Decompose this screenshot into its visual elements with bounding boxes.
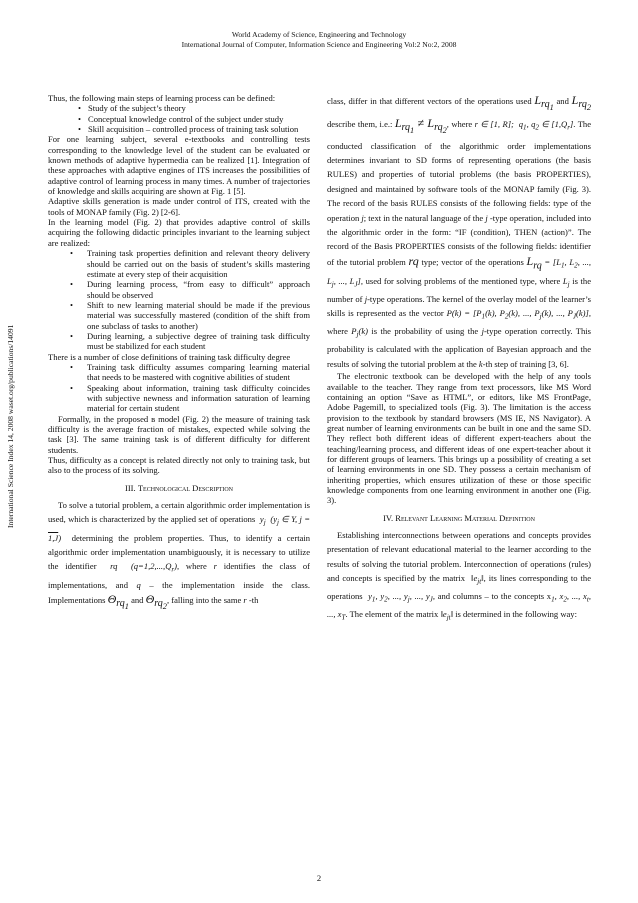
page-number: 2 [316, 873, 322, 883]
left-column [48, 93, 310, 615]
paragraph-adaptive-skills: Adaptive skills generation is made under control of ITS, created with the tools of MONAP family (Fig. 2) [2-6]. [48, 196, 310, 217]
formula-matrix-e: $‖e_{jt}‖$ [468, 573, 484, 586]
formula-theta-1: $\Theta_{rq_1}$ [107, 591, 129, 612]
list-item: • Shift to new learning material should be made if the previous material was successfully mastered (condition of the shift from one subclass of tasks to another) [48, 300, 310, 331]
paragraph-formal-measure: Formally, in the proposed в model (Fig. 2) the measure of training task difficulty is the average fraction of mistakes, expected while solving the task [3]. The same training task is of different difficulty for different students. [48, 413, 310, 455]
header-conference: World Academy of Science, Engineering and Technology [231, 30, 407, 39]
formula-L-rq1: $L_{rq_1}$ [534, 93, 554, 113]
symbol-rq: rq [408, 253, 419, 268]
formula-L-inequality: $L_{rq_1} \ne L_{rq_2}$ [394, 115, 447, 136]
paragraph-relevant-material: Establishing interconnections between operations and concepts provides presentation of relevant educational material to the learner according to the results of solving the tutorial problem. Interconnection of operations (rules) and concepts is specified by the matrix $‖e_{jt}‖$, its lines corresponding to the operations $y_1$, $y_2$, ..., $y_j$, ..., $y_J$, and columns – to the concepts $x_1$, $x_2$, ..., $x_t$, ..., $x_T$. The element of the matrix $‖e_{jt}‖$ is determined in the following way: [327, 530, 591, 623]
formula-theta-2: $\Theta_{rq_2}$ [145, 591, 167, 612]
section-number: III. [124, 482, 136, 493]
section-number: IV. [383, 512, 394, 523]
paragraph-difficulty-definitions: There is a number of close definitions of training task difficulty degree [48, 351, 291, 362]
list-item: • During learning process, “from easy to difficult” approach should be observed [48, 279, 310, 300]
formula-operations-list: $y_1$, $y_2$, ..., $y_j$, ..., $y_J$ [365, 591, 433, 605]
symbol-j: j [361, 212, 364, 223]
list-item: • Training task difficulty assumes comparing learning material that needs to be mastered with cognitive abilities of student [48, 362, 310, 383]
list-item: • Training task properties definition and relevant theory delivery should be carried out on the basis of student’s skills mastering estimate at every step of their acquisition [48, 248, 310, 279]
formula-matrix-e: $‖e_{jt}‖$ [440, 609, 454, 623]
paragraph-learning-model: In the learning model (Fig. 2) that provides adaptive control of skills acquiring the following didactic principles invariant to the learning subject are realized: [48, 217, 310, 248]
didactic-principles-list [48, 248, 310, 351]
section-heading-4 [327, 513, 591, 523]
intro-paragraph: Thus, the following main steps of learning process can be defined: [48, 93, 276, 103]
symbol-q: q [136, 579, 141, 590]
symbol-j: j [364, 293, 368, 304]
list-item: • Conceptual knowledge control of the subject under study [48, 114, 310, 124]
formula-L-vector: $L_{rq} = [L_1$, $L_2$, ..., $L_j$, ..., $L_J$] [327, 253, 592, 289]
symbol-Lj: $L_j$ [562, 275, 570, 289]
page-header [0, 30, 638, 50]
paragraph-technological: To solve a tutorial problem, a certain algorithmic order implementation is used, which is characterized by the applied set of operations $y_j$ ($y_j$ ∈ Y, j = 1,J) determining the problem properties. Thus, to identify a certain algorithmic order implementation unambiguously, it is necessary to utilize the identifier rq $(q=1,2,...,Q_r)$, where r identifies the class of implementations, and q – the implementation inside the class. Implementations $\Theta_{rq_1}$ and $\Theta_{rq_2}$, falling into the same r -th [48, 500, 311, 612]
section-title: Technological Description [137, 482, 234, 493]
symbol-Pj: $P_j(k)$ [351, 326, 369, 339]
formula-P-vector: $P(k) = [P_1(k)$, $P_2(k)$, ..., $P_j(k)$, ..., $P_J(k)$] [446, 308, 589, 321]
list-item: • During learning, a subjective degree of training task difficulty must be stabilized for each student [48, 331, 310, 352]
formula-concepts-list: $_1$, $x_2$, ..., $x_t$, ..., $x_T$ [327, 591, 591, 623]
list-item: • Speaking about information, training task difficulty coincides with subjective newness and information saturation of learning material for certain student [48, 383, 310, 414]
right-column [327, 93, 591, 626]
learning-steps-list [48, 103, 310, 134]
side-stamp-text: International Science Index 14, 2008 waset.org/publications/14091 [6, 324, 15, 528]
section-title: Relevant Learning Material Definition [395, 512, 535, 523]
section-heading-3 [48, 483, 310, 493]
paragraph-electronic-textbook: The electronic textbook can be developed with the help of any tools available to the teacher. They range from text processors, like MS Word containing an option “Save as HTML”, or editors, like MS FrontPage, Adobe Pagemill, to specialized tools (Fig. 3). The limitation is the access provision to the textbook by standard browsers (MS IE, NS Navigator). A great number of learning environments can be built in one and the same SD. They reflect both different ideas of different expert-teachers about the teaching/learning process, and different ideas of one expert-teacher about it for different groups of learners. This brings up a possibility of creating a set of learning environments in one SD. They possess a certain mechanism of inheriting properties, which ensures utilization of these or those specific knowledge components from one learning environment in another one (Fig. 3). [327, 371, 591, 506]
difficulty-list [48, 362, 310, 414]
paragraph-etextbooks: For one learning subject, several e-textbooks and controlling tests corresponding to the knowledge level of the student can be evaluated or known methods of adaptive hypermedia can be realized [1]. Integration of these approaches with adaptive engines of ITS increases the possibilities of adaptive control of learning process in many times. A number of trajectories of knowledge and skills acquiring are shown at Fig. 1 [5]. [48, 134, 310, 197]
list-item: • Skill acquisition – controlled process of training task solution [48, 124, 310, 134]
formula-operations-set: $y_j$ ($y_j$ ∈ Y, j = 1,J) [48, 514, 310, 543]
symbol-j: j [485, 212, 488, 223]
header-journal: International Journal of Computer, Information Science and Engineering Vol:2 No:2, 2008 [181, 40, 457, 49]
list-item: • Study of the subject’s theory [48, 103, 310, 113]
formula-index-ranges: r ∈ [1, R]; $q_1$, $q_2$ ∈ $[1,Q_r]$ [474, 118, 574, 132]
paragraph-difficulty-concept: Thus, difficulty as a concept is related directly not only to training task, but also to the process of its solving. [48, 455, 310, 476]
symbol-j: j [481, 326, 484, 337]
symbol-r: r [243, 594, 247, 605]
symbol-k: k [478, 358, 483, 369]
paragraph-classification: class, differ in that different vectors of the operations used $L_{rq_1}$ and $L_{rq_2}$ describe them, i.e.: $L_{rq_1} \ne L_{rq_2}$, where r ∈ [1, R]; $q_1$, $q_2$ ∈ $[1,Q_r]$. The conducted classification of the algorithmic order implementations determines invariant to SD forms of representing operations (the basis RULES) and properties of tutorial problems (the basis PROPERTIES), designed and maintained by software tools of the MONAP family (Fig. 3). The record of the basis RULES consists of the following fields: type of the operation j; text in the natural language of the j -type operation, included into the algorithmic order in the form: “IF (condition), THEN (action)”. The record of the Basis PROPERTIES consists of the following fields: identifier of the tutorial problem rq type; vector of the operations $L_{rq} = [L_1$, $L_2$, ..., $L_j$, ..., $L_J$], used for solving problems of the mentioned type, where $L_j$ is the number of j-type operations. The kernel of the overlay model of the learner’s skills is represented as the vector $P(k) = [P_1(k)$, $P_2(k)$, ..., $P_j(k)$, ..., $P_J(k)$], where $P_j(k)$ is the probability of using the j-type operation correctly. This probability is calculated with the application of Bayesian approach and the results of solving the tutorial problem at the k-th step of training [3, 6]. [327, 93, 592, 369]
symbol-r: r [213, 561, 217, 572]
formula-L-rq2: $L_{rq_2}$ [571, 93, 592, 113]
formula-identifier: rq $(q=1,2,...,Q_r)$ [103, 561, 178, 575]
